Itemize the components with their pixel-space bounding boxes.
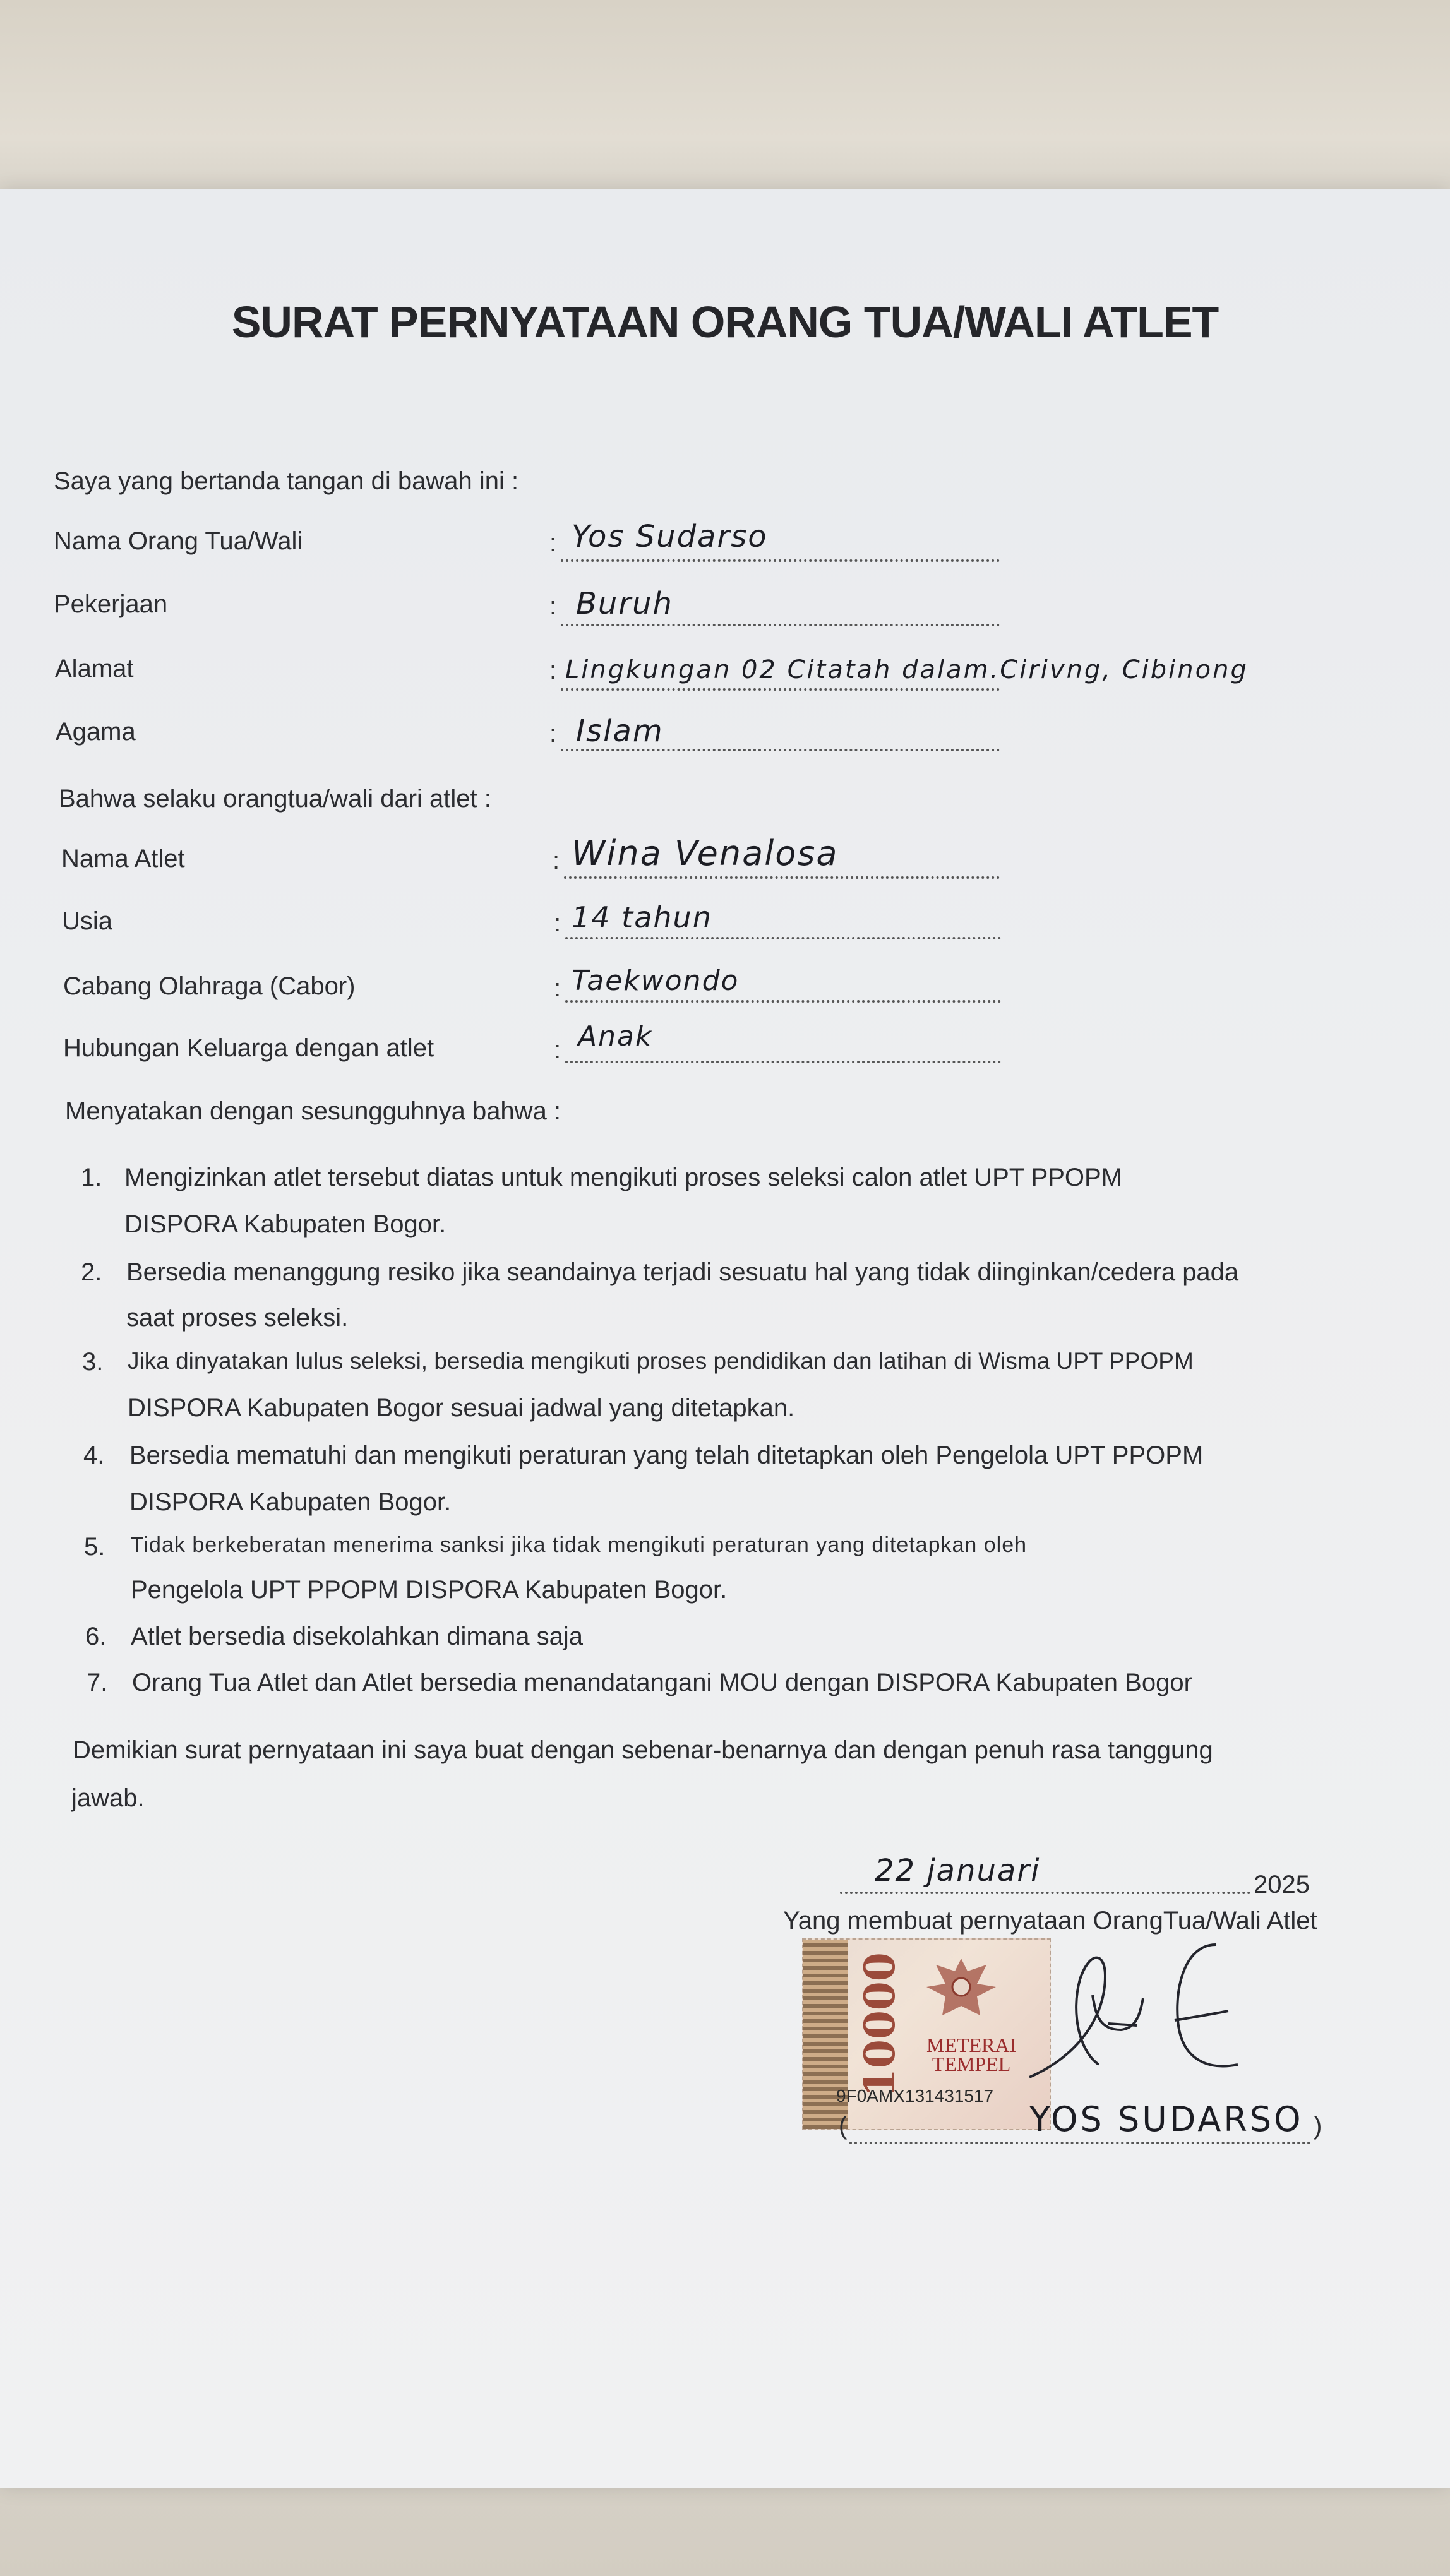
field-label-parent-name: Nama Orang Tua/Wali: [54, 527, 303, 555]
field-value-relationship: Anak: [578, 1020, 653, 1052]
signer-name-handwritten: YOS SUDARSO: [1029, 2099, 1303, 2139]
list-item-text: Jika dinyatakan lulus seleksi, bersedia mengikuti proses pendidikan dan latihan di Wisma UPT PPOPM: [128, 1348, 1194, 1374]
date-handwritten: 22 januari: [875, 1853, 1041, 1888]
field-value-religion: Islam: [576, 713, 664, 749]
signer-caption: Yang membuat pernyataan OrangTua/Wali Atlet: [783, 1907, 1317, 1935]
field-value-age: 14 tahun: [572, 900, 712, 934]
field-label-age: Usia: [62, 907, 113, 935]
list-item-text: Tidak berkeberatan menerima sanksi jika tidak mengikuti peraturan yang ditetapkan oleh: [131, 1533, 1028, 1557]
field-dotted-line: [565, 937, 1001, 939]
list-item-text: saat proses seleksi.: [126, 1304, 349, 1332]
field-value-address: Lingkungan 02 Citatah dalam.Cirivng, Cibinong: [565, 655, 1249, 684]
field-colon: :: [549, 657, 557, 684]
field-label-address: Alamat: [55, 655, 134, 683]
field-dotted-line: [565, 1061, 1001, 1063]
field-colon: :: [554, 974, 561, 1002]
list-item-text: Bersedia menanggung resiko jika seandainya terjadi sesuatu hal yang tidak diinginkan/cedera pada: [126, 1258, 1239, 1286]
list-item-text: DISPORA Kabupaten Bogor sesuai jadwal yang ditetapkan.: [128, 1394, 795, 1422]
list-item-text: DISPORA Kabupaten Bogor.: [124, 1210, 446, 1238]
field-dotted-line: [565, 1000, 1001, 1003]
field-label-athlete-name: Nama Atlet: [61, 845, 185, 873]
list-item-text: Atlet bersedia disekolahkan dimana saja: [131, 1623, 583, 1650]
field-dotted-line: [564, 876, 1000, 879]
stamp-label: METERAI TEMPEL: [926, 2034, 1017, 2075]
field-value-athlete-name: Wina Venalosa: [572, 833, 839, 873]
handwritten-signature: [985, 1919, 1250, 2121]
field-colon: :: [549, 529, 557, 557]
field-dotted-line: [561, 559, 1000, 562]
field-value-sport: Taekwondo: [572, 965, 740, 997]
intro-text: Saya yang bertanda tangan di bawah ini :: [54, 467, 519, 495]
list-item-number: 7.: [87, 1669, 108, 1696]
field-colon: :: [554, 1036, 561, 1064]
field-colon: :: [554, 909, 561, 937]
field-label-occupation: Pekerjaan: [54, 590, 168, 618]
athlete-intro-text: Bahwa selaku orangtua/wali dari atlet :: [59, 785, 491, 813]
field-value-occupation: Buruh: [576, 586, 673, 621]
field-colon: :: [549, 592, 557, 620]
name-paren-close: ): [1314, 2112, 1322, 2140]
document-title: SURAT PERNYATAAN ORANG TUA/WALI ATLET: [231, 297, 1219, 347]
field-label-sport: Cabang Olahraga (Cabor): [63, 972, 356, 1000]
list-item-number: 3.: [82, 1348, 104, 1376]
list-item-text: Bersedia mematuhi dan mengikuti peraturan yang telah ditetapkan oleh Pengelola UPT PPOPM: [129, 1441, 1204, 1469]
name-dotted-line: [849, 2142, 1310, 2144]
closing-text: Demikian surat pernyataan ini saya buat dengan sebenar-benarnya dan dengan penuh rasa tanggung: [73, 1736, 1213, 1764]
list-item-number: 1.: [81, 1164, 102, 1191]
list-item-number: 4.: [83, 1441, 105, 1469]
date-dotted-line: [840, 1892, 1250, 1894]
field-dotted-line: [561, 624, 1000, 626]
list-item-text: DISPORA Kabupaten Bogor.: [129, 1488, 452, 1516]
field-colon: :: [553, 847, 560, 874]
stamp-serial: 9F0AMX131431517: [836, 2086, 994, 2106]
list-item-number: 5.: [84, 1533, 105, 1561]
name-paren-open: (: [839, 2112, 848, 2140]
field-label-relationship: Hubungan Keluarga dengan atlet: [63, 1034, 434, 1062]
stamp-value: 10000: [855, 1952, 904, 2097]
field-label-religion: Agama: [56, 718, 136, 746]
field-value-parent-name: Yos Sudarso: [572, 519, 768, 554]
list-item-text: Orang Tua Atlet dan Atlet bersedia menandatangani MOU dengan DISPORA Kabupaten Bogor: [132, 1669, 1192, 1696]
closing-text: jawab.: [71, 1784, 145, 1812]
list-item-text: Mengizinkan atlet tersebut diatas untuk mengikuti proses seleksi calon atlet UPT PPOPM: [124, 1164, 1123, 1191]
statement-intro-text: Menyatakan dengan sesungguhnya bahwa :: [65, 1097, 561, 1125]
date-year: 2025: [1254, 1871, 1310, 1899]
field-dotted-line: [561, 749, 1000, 751]
list-item-text: Pengelola UPT PPOPM DISPORA Kabupaten Bogor.: [131, 1576, 728, 1604]
field-dotted-line: [561, 688, 1000, 691]
field-colon: :: [549, 720, 557, 748]
list-item-number: 6.: [85, 1623, 107, 1650]
list-item-number: 2.: [81, 1258, 102, 1286]
